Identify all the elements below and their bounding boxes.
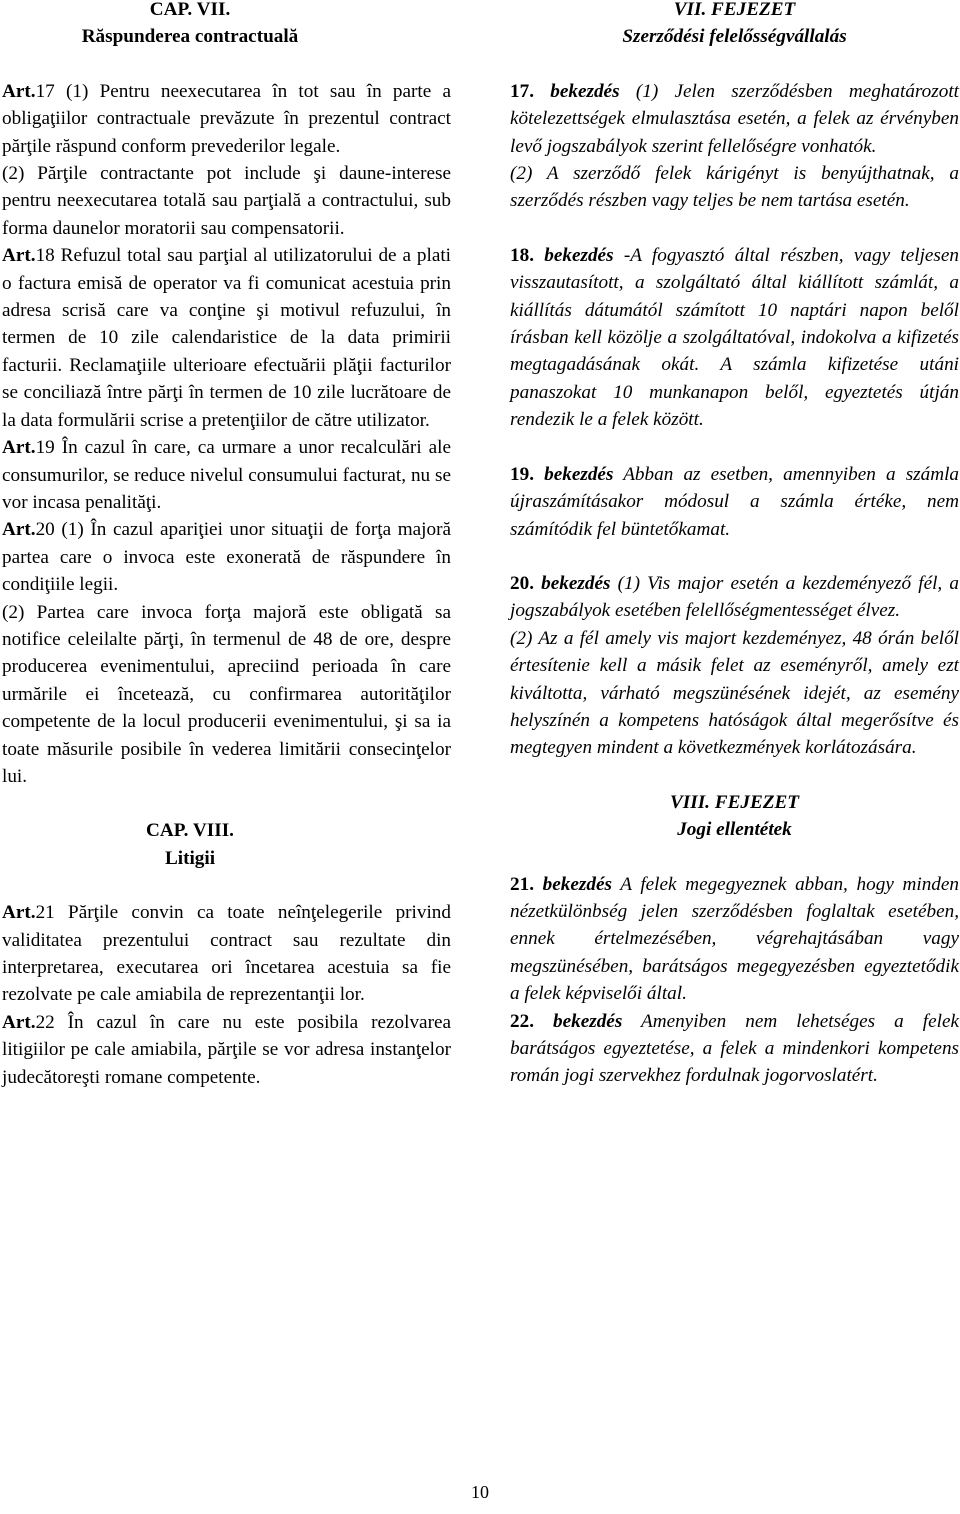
bekezdes-20-paragraph-2: (2) Az a fél amely vis majort kezdeményez, 48 órán belől értesítenie kell a másik felet az eseményről, amely ezt kiváltotta, várható megszünésének idejét, az esemény helyszínén a kompetens hatóságok által megerősítve és megtegyen mindent a következmények korlátozására. (510, 627, 959, 759)
bekezdes-21-paragraph: 21. bekezdés A felek megegyeznek abban, hogy minden nézetkülönbség jelen szerződésben foglaltak esetében, ennek értelmezésében, végrehajtásában vagy megszünésében, barátságos megegyezésben egyeztetődik a felek képviselői által. (510, 873, 959, 1005)
page-number: 10 (471, 1482, 489, 1502)
chapter-viii-title: Litigii (164, 847, 216, 869)
art22-paragraph: Art.22 În cazul în care nu este posibila rezolvarea litigiilor pe cale amiabila, părţile se vor adresa instanţelor judecătoreşti romane competente. (2, 1011, 451, 1088)
art21-paragraph: Art.21 Părţile convin ca toate neînţelegerile privind validitatea prezentului contract sau rezultate din interpretarea, executarea ori încetarea acestuia sa fie rezolvate pe cale amiabila de reprezentanţii lor. (2, 902, 451, 1006)
art18-paragraph: Art.18 Refuzul total sau parţial al utilizatorului de a plati o factura emisă de operator va fi comunicat acestuia prin adresa scrisă care va conţine şi motivul refuzului, în termen de 10 zile calendaristice de la data primirii facturii. Reclamaţiile ulterioare efectuării plăţii facturilor se conciliază între părţi în termen de 10 zile lucrătoare de la data formulării scrise a pretenţiilor de către utilizator. (2, 245, 451, 431)
hungarian-column (510, 0, 959, 1090)
bekezdes-17-paragraph-2: (2) A szerződő felek kárigényt is benyújthatnak, a szerződés részben vagy teljes be nem tartása esetén. (510, 163, 959, 212)
bekezdes-20-paragraph-1: 20. bekezdés (1) Vis major esetén a kezdeményező fél, a jogszabályok esetében felellőségmentességet élvez. (510, 572, 959, 622)
art19-paragraph: Art.19 În cazul în care, ca urmare a unor recalculări ale consumurilor, se reduce nivelul consumului facturat, nu se vor incasa penalităţi. (2, 437, 451, 513)
art17-paragraph-2: (2) Părţile contractante pot include şi daune-interese pentru neexecutarea totală sau parţială a contractului, sub forma daunelor moratorii sau compensatorii. (2, 163, 451, 239)
art20-paragraph-1: Art.20 (1) În cazul apariţiei unor situaţii de forţa majoră partea care o invoca este exonerată de răspundere în condiţiile legii. (2, 519, 451, 596)
romanian-column (2, 0, 451, 1091)
art17-paragraph-1: Art.17 (1) Pentru neexecutarea în tot sau în parte a obligaţiilor contractuale prevăzute în prezentul contract părţile răspund conform prevederilor legale. (2, 80, 451, 157)
art-lead: Art. (2, 902, 36, 924)
bekezdes-22-paragraph: 22. bekezdés Amenyiben nem lehetséges a felek barátságos egyeztetése, a felek a mindenkori kompetens román jogi szervekhez fordulnak jogorvoslatért. (510, 1010, 960, 1087)
fejezet-vii-label: VII. FEJEZET (673, 0, 796, 20)
art-lead: Art. (2, 437, 36, 459)
fejezet-vii-title: Szerződési felelősségvállalás (622, 26, 847, 48)
art-lead: Art. (2, 80, 36, 102)
bekezdes-18-paragraph: 18. bekezdés -A fogyasztó által részben, vagy teljesen visszautasított, a szolgáltató által kiállított számlát, a kiállítás dátumától számított 10 naptári napon belől írásban kell közölje a szolgáltatóval, indokolva a kifizetés megtagadásának okát. A számla kifizetése utáni panaszokat 10 munkanapon belől, egyeztetés útján rendezik le a felek között. (510, 244, 959, 431)
art20-paragraph-2: (2) Partea care invoca forţa majoră este obligată sa notifice celeilalte părţi, în termenul de 48 de ore, despre producerea evenimentului, apreciind perioada în care urmările ei încetează, cu confirmarea autorităţilor competente de la locul producerii evenimentului, şi sa ia toate măsurile posibile în vederea limitării consecinţelor lui. (2, 601, 451, 787)
bekezdes-19-paragraph: 19. bekezdés Abban az esetben, amennyiben a számla újraszámításakor módosul a számla értéke, nem számítódik fel büntetőkamat. (510, 463, 960, 540)
chapter-vii-label: CAP. VII. (149, 0, 231, 20)
chapter-viii-label: CAP. VIII. (146, 820, 234, 842)
chapter-vii-title: Răspunderea contractuală (81, 26, 299, 48)
fejezet-viii-label: VIII. FEJEZET (669, 791, 800, 813)
art-lead: Art. (2, 1011, 36, 1033)
art-lead: Art. (2, 245, 36, 267)
art-lead: Art. (2, 519, 36, 541)
bekezdes-17-paragraph-1: 17. bekezdés (1) Jelen szerződésben meghatározott kötelezettségek elmulasztása esetén, a felek az érvényben levő jogszabályok szerint fellelőségre vonhatók. (510, 80, 959, 157)
fejezet-viii-title: Jogi ellentétek (677, 819, 792, 841)
